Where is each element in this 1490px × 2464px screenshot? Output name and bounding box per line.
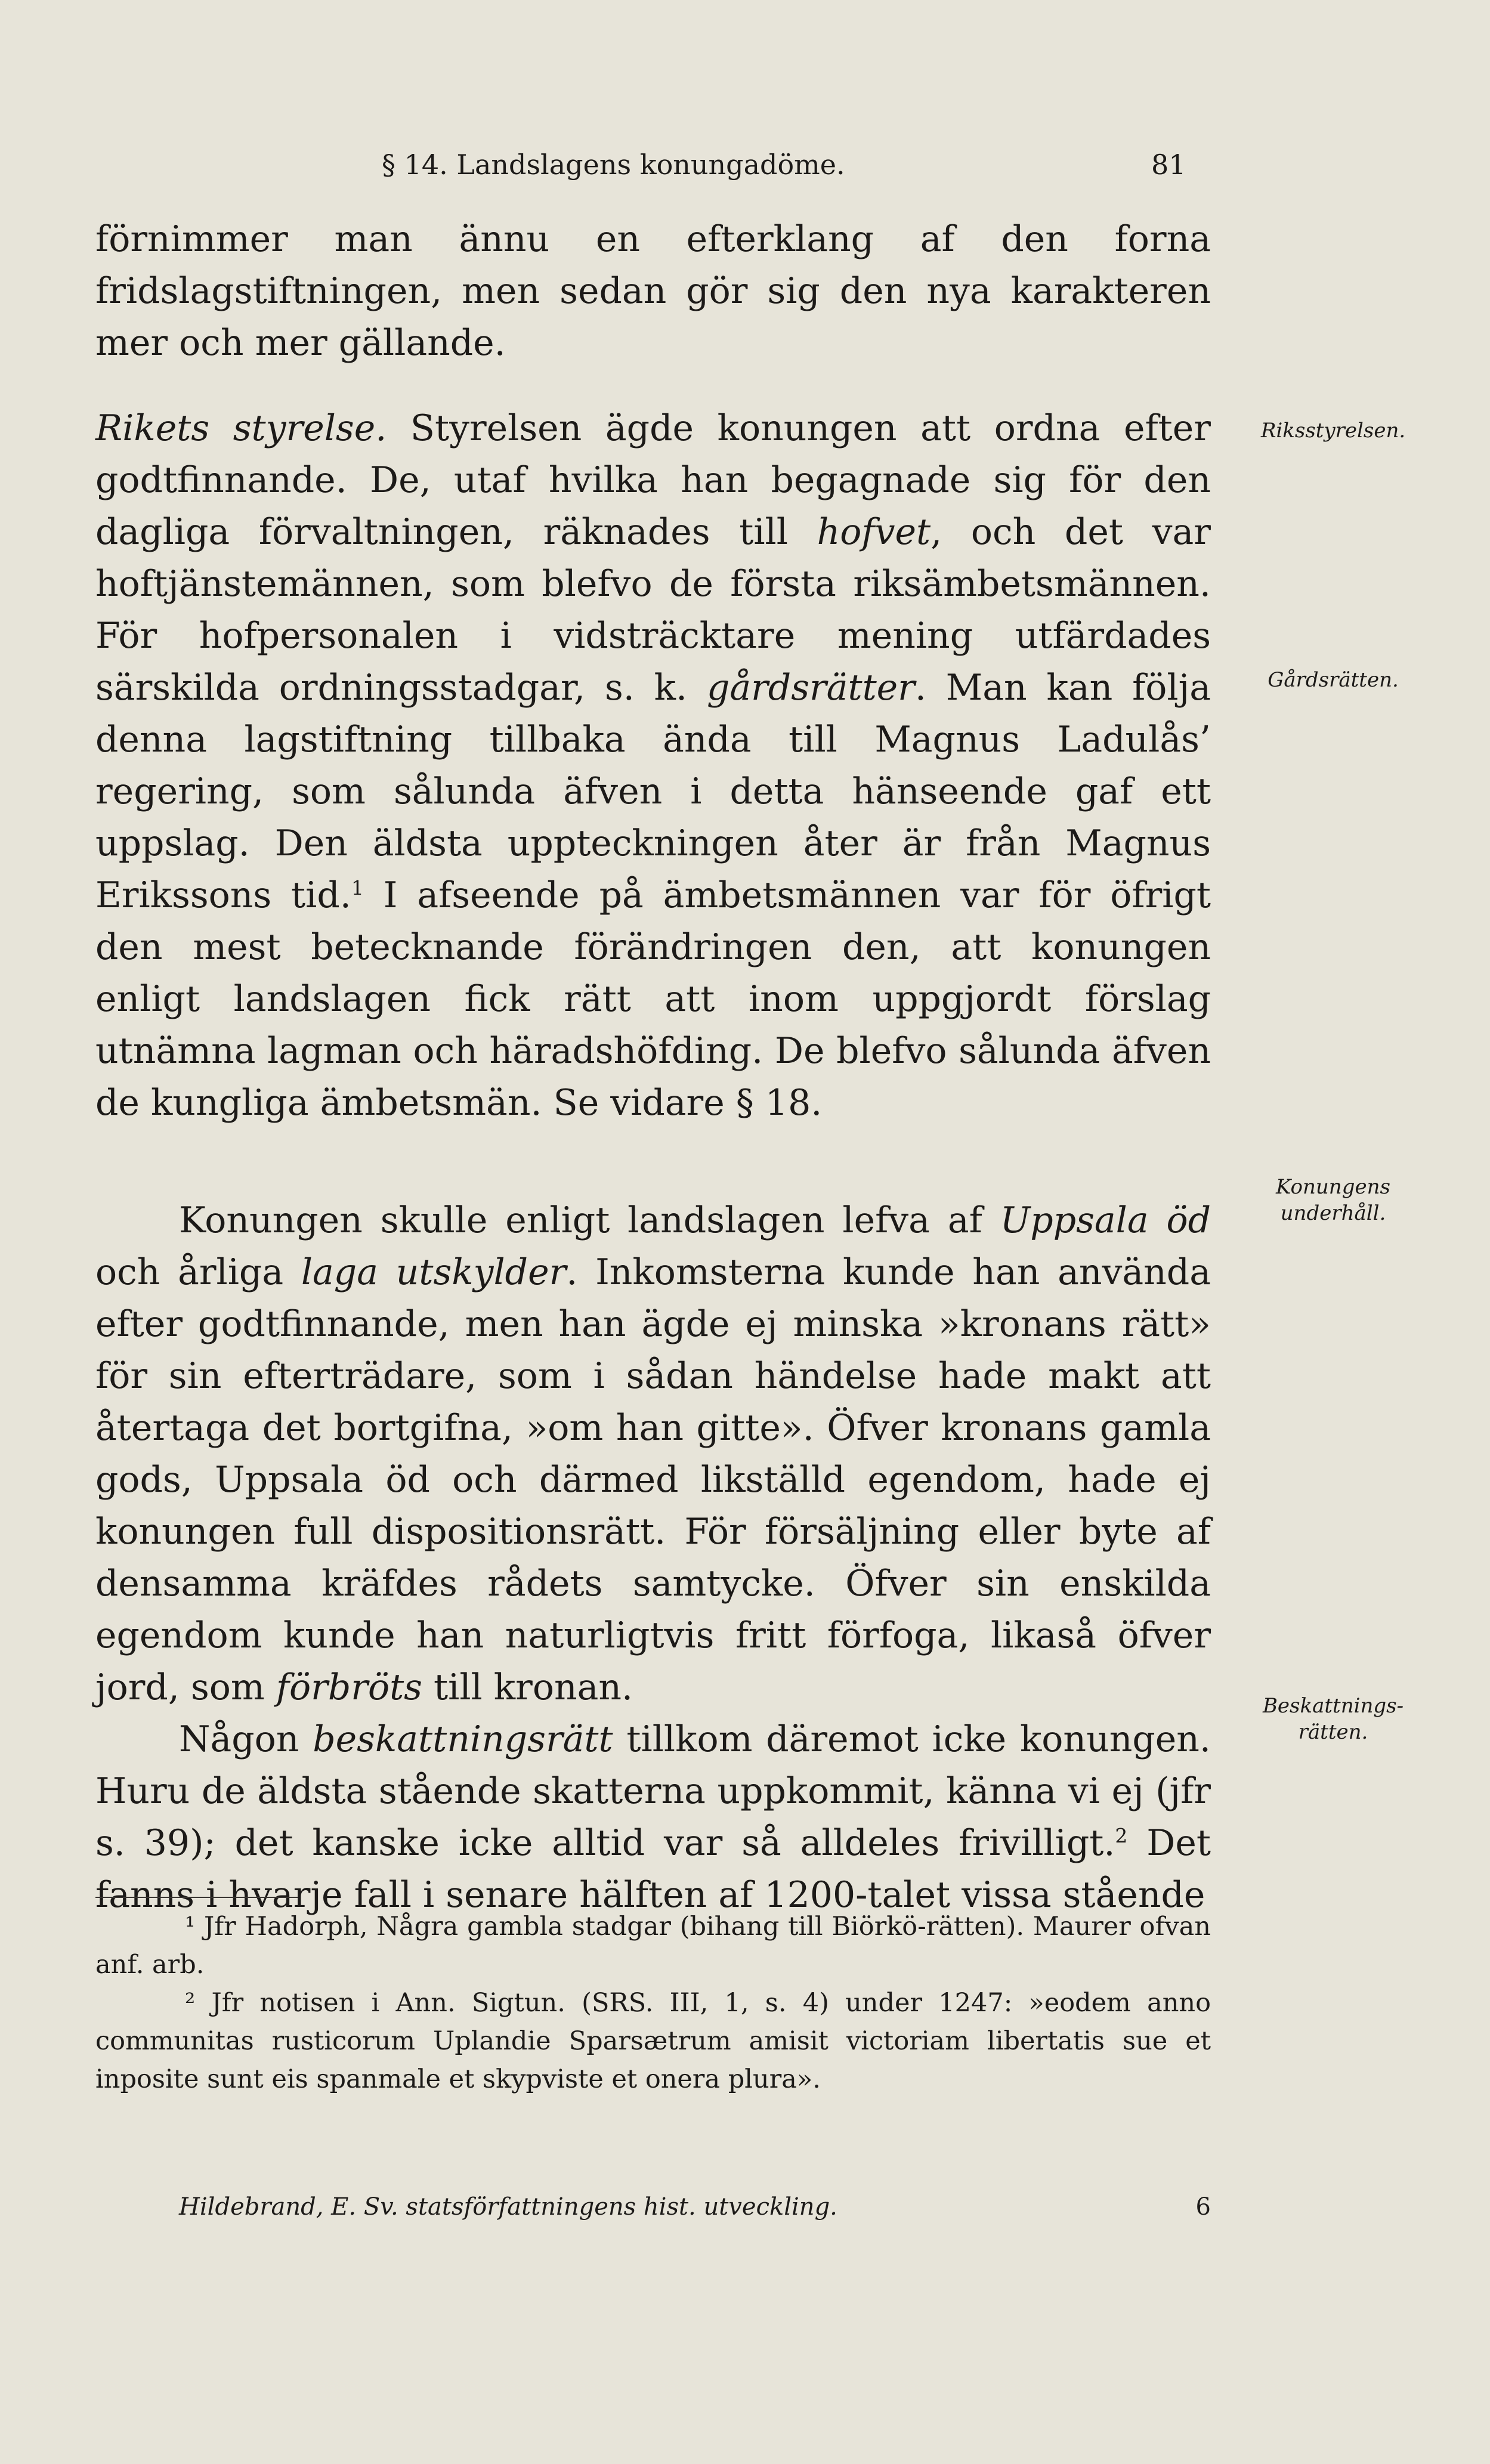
margin-note-text: rätten. [1298,1720,1368,1744]
term-gardsratter: gårdsrätter [706,667,915,709]
margin-note-gardsratten [1238,667,1429,693]
section-heading: § 14. Landslagens konungadöme. [382,149,845,181]
footnote-1: ¹ Jfr Hadorph, Några gambla stadgar (bihang till Biörkö-rätten). Maurer ofvan anf. arb. [95,1912,1211,1980]
footnote-ref-1[interactable]: 1 [351,876,364,899]
text-run: Styrelsen ägde konungen att ordna efter godtfinnande. De, utaf hvilka han begagnade sig för den dagliga förvaltningen, räknades till [95,407,1211,553]
margin-note-text: Konungens [1276,1175,1390,1199]
term-hofvet: hofvet [817,511,931,553]
term-forbrots: förbröts [276,1667,422,1708]
term-laga-utskylder: laga utskylder [301,1251,567,1293]
text-run: . Inkomsterna kunde han använda efter godtfinnande, men han ägde ej minska »kronans rätt» för sin efterträdare, som i sådan händelse hade makt att återtaga det bortgifna, »om han gitte». Öfver kronans gamla gods, Uppsala öd och därmed likställd egendom, hade ej konungen full dispositionsrätt. För försäljning eller byte af densamma kräfdes rådets samtycke. Öfver sin enskilda egendom kunde han naturligtvis fritt förfoga, likaså öfver jord, som [95,1251,1211,1708]
text-run: I afseende på ämbetsmännen var för öfrigt den mest betecknande förändringen den, att konungen enligt landslagen fick rätt att inom uppgjordt förslag utnämna lagman och häradshöfding. De blefvo sålunda äfven de kungliga ämbetsmän. Se vidare § 18. [95,874,1211,1124]
page-number: 81 [1151,149,1186,181]
margin-note-riksstyrelsen [1238,418,1429,444]
margin-note-text: Gårdsrätten. [1268,668,1399,692]
text-run: tillkom däremot icke konungen. Huru de äldsta stående skatterna uppkommit, känna vi ej (jfr s. 39); det kanske icke alltid var så alldeles frivilligt. [95,1718,1211,1864]
signature-mark: 6 [1195,2193,1211,2221]
body-text [95,214,1211,1921]
paragraph-beskattningsratten [95,1714,1211,1921]
footnote-divider [95,1897,298,1898]
footnote-2: ² Jfr notisen i Ann. Sigtun. (SRS. III, 1, s. 4) under 1247: »eodem anno communitas rusticorum Uplandie Sparsætrum amisit victoriam libertatis sue et inposite sunt eis spanmale et skypviste et onera plura». [95,1988,1211,2094]
margin-note-text: Riksstyrelsen. [1260,419,1406,443]
paragraph-rikets-styrelse [95,403,1211,1129]
paragraph-1: förnimmer man ännu en efterklang af den forna fridslagstiftningen, men sedan gör sig den nya karakteren mer och mer gällande. [95,218,1211,364]
text-run: Konungen skulle enligt landslagen lefva af [179,1199,1000,1241]
term-uppsala-od: Uppsala öd [1000,1199,1211,1241]
margin-note-text: underhåll. [1280,1201,1386,1225]
section-lead-rikets-styrelse: Rikets styrelse. [95,407,387,449]
margin-note-beskattningsratten [1238,1693,1429,1745]
footer-citation: Hildebrand, E. Sv. statsförfattningens hist. utveckling. [179,2193,837,2221]
footnotes [95,1907,1211,2098]
text-run: till kronan. [422,1667,633,1708]
text-run: . Man kan följa denna lagstiftning tillbaka ända till Magnus Ladulås’ regering, som sålunda äfven i detta hänseende gaf ett uppslag. Den äldsta uppteckningen åter är från Magnus Erikssons tid. [95,667,1211,916]
text-run: Det fanns i hvarje fall i senare hälften af 1200-talet vissa stående [95,1822,1211,1916]
term-beskattningsratt: beskattningsrätt [313,1718,613,1760]
footnote-ref-2[interactable]: 2 [1115,1824,1128,1847]
text-run: och årliga [95,1251,301,1293]
page-footer [179,2189,1211,2225]
margin-note-text: Beskattnings- [1262,1694,1404,1718]
text-run: , och det var hoftjänstemännen, som blefvo de första riksämbetsmännen. För hofpersonalen i vidsträcktare mening utfärdades särskilda ordningsstadgar, s. k. [95,511,1211,709]
text-run: Någon [179,1718,313,1760]
margin-note-konungens-underhall [1238,1174,1429,1226]
paragraph-konungens-underhall [95,1195,1211,1714]
